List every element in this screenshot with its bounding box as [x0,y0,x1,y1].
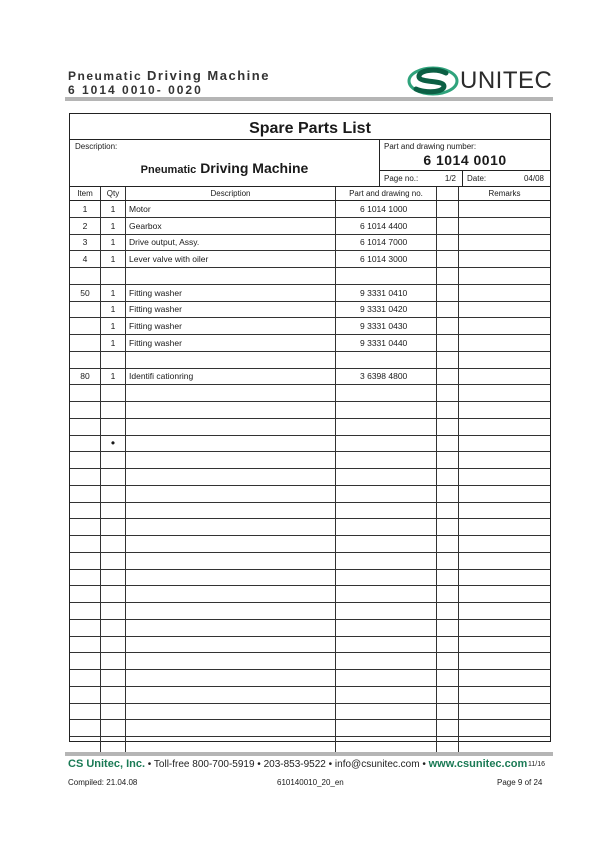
cell-description [126,637,336,653]
cell-part: 6 1014 4400 [336,218,437,234]
cell-blank [437,720,459,736]
cell-blank [437,402,459,418]
header-title-small: Pneumatic [68,69,143,83]
cell-item: 3 [70,235,101,251]
cell-qty: 1 [101,201,126,217]
cell-description [126,653,336,669]
cell-item [70,653,101,669]
cell-description [126,536,336,552]
cell-blank [437,251,459,267]
cell-qty [101,419,126,435]
column-header-description: Description [126,187,336,200]
footer-company: CS Unitec, Inc. [68,758,146,770]
cell-qty [101,670,126,686]
cell-remarks [459,302,550,318]
cell-description [126,586,336,602]
cell-blank [437,469,459,485]
cell-blank [437,737,459,753]
cell-part: 3 6398 4800 [336,369,437,385]
cell-item [70,670,101,686]
cell-remarks [459,687,550,703]
cell-qty [101,402,126,418]
cell-qty [101,603,126,619]
cell-qty [101,519,126,535]
column-header-qty: Qty [101,187,126,200]
cell-description [126,436,336,452]
cell-remarks [459,251,550,267]
description-box [70,140,380,186]
description-value [70,160,379,176]
cell-part [336,670,437,686]
cell-description [126,469,336,485]
cell-qty: 1 [101,318,126,334]
cell-remarks [459,369,550,385]
cell-item [70,302,101,318]
table-row [70,637,550,654]
footer-compiled: Compiled: 21.04.08 [68,778,138,787]
cell-blank [437,352,459,368]
cell-description [126,737,336,753]
cell-description [126,687,336,703]
cell-description [126,452,336,468]
table-row [70,201,550,218]
cell-blank [437,553,459,569]
cell-remarks [459,570,550,586]
table-row [70,436,550,453]
cell-item [70,704,101,720]
cell-item [70,268,101,284]
cell-blank [437,285,459,301]
cell-part [336,586,437,602]
cell-part [336,385,437,401]
cell-remarks [459,586,550,602]
table-row [70,553,550,570]
cell-remarks [459,519,550,535]
cell-item [70,419,101,435]
cell-qty [101,687,126,703]
table-row [70,469,550,486]
cell-blank [437,235,459,251]
footer-page-of: Page 9 of 24 [497,778,543,787]
table-row [70,452,550,469]
cell-blank [437,603,459,619]
cell-remarks [459,218,550,234]
cell-description: Fitting washer [126,285,336,301]
cell-qty [101,570,126,586]
cell-item: 1 [70,201,101,217]
cell-remarks [459,486,550,502]
cell-qty [101,536,126,552]
table-row [70,519,550,536]
cell-blank [437,536,459,552]
cell-qty [101,452,126,468]
page-box [380,171,463,186]
table-row [70,352,550,369]
cell-qty [101,620,126,636]
cell-item [70,385,101,401]
cell-part [336,469,437,485]
date-box [463,171,550,186]
cell-blank [437,670,459,686]
cell-blank [437,586,459,602]
cell-remarks [459,620,550,636]
cell-description: Drive output, Assy. [126,235,336,251]
cell-blank [437,335,459,351]
cell-remarks [459,436,550,452]
cell-blank [437,369,459,385]
cell-part [336,452,437,468]
cell-qty: 1 [101,251,126,267]
cell-part [336,519,437,535]
cell-item [70,402,101,418]
table-row [70,369,550,386]
description-small: Pneumatic [140,164,197,176]
cell-qty [101,469,126,485]
cell-qty [101,385,126,401]
cell-part [336,268,437,284]
table-row [70,402,550,419]
cell-description [126,352,336,368]
cell-part [336,737,437,753]
footer-website-link[interactable]: www.csunitec.com [428,758,528,770]
cell-qty [101,637,126,653]
part-number-label: Part and drawing number: [384,142,477,151]
cell-part [336,553,437,569]
cell-blank [437,385,459,401]
header-divider [65,97,553,101]
description-label: Description: [75,142,118,151]
cell-item [70,335,101,351]
cell-description [126,620,336,636]
cell-item [70,352,101,368]
cell-remarks [459,553,550,569]
cell-item [70,603,101,619]
cell-description [126,268,336,284]
cell-item [70,436,101,452]
cell-qty [101,268,126,284]
header-title [68,68,270,83]
cell-part [336,620,437,636]
footer-small-page: 11/16 [528,761,545,768]
table-row [70,603,550,620]
part-number-box [380,140,550,171]
cell-description: Motor [126,201,336,217]
cell-blank [437,201,459,217]
table-row [70,318,550,335]
cell-description [126,570,336,586]
table-row [70,251,550,268]
logo-text: UNITEC [460,67,553,94]
cell-remarks [459,469,550,485]
cell-blank [437,268,459,284]
cell-description: Fitting washer [126,335,336,351]
column-header-item: Item [70,187,101,200]
cell-blank [437,486,459,502]
cell-remarks [459,201,550,217]
cell-qty [101,586,126,602]
parts-table [70,186,550,754]
cell-qty: 1 [101,369,126,385]
cell-qty [101,653,126,669]
table-row [70,620,550,637]
cell-description: Fitting washer [126,318,336,334]
cell-blank [437,419,459,435]
cell-item [70,553,101,569]
cell-description: Gearbox [126,218,336,234]
cell-description [126,519,336,535]
cell-blank [437,302,459,318]
cell-qty: 1 [101,218,126,234]
table-row [70,536,550,553]
cell-part [336,436,437,452]
table-row [70,235,550,252]
cell-remarks [459,268,550,284]
header-title-big: Driving Machine [147,68,270,83]
footer-contact: • Toll-free 800-700-5919 • 203-853-9522 • info@csunitec.com • [145,759,429,770]
cell-remarks [459,536,550,552]
cell-remarks [459,637,550,653]
cell-item [70,536,101,552]
cell-part: 9 3331 0440 [336,335,437,351]
cell-qty: 1 [101,285,126,301]
date-label: Date: [467,174,487,183]
cell-qty [101,737,126,753]
cell-remarks [459,335,550,351]
table-row [70,268,550,285]
cell-part [336,687,437,703]
cell-item: 4 [70,251,101,267]
cell-remarks [459,352,550,368]
cell-blank [437,519,459,535]
cell-part [336,570,437,586]
cell-part [336,486,437,502]
cell-part [336,536,437,552]
date-value: 04/08 [523,174,544,183]
cell-qty [101,720,126,736]
cell-description: Identifi cationring [126,369,336,385]
cell-item [70,637,101,653]
cell-description [126,486,336,502]
cell-remarks [459,653,550,669]
cell-description: Fitting washer [126,302,336,318]
cell-description [126,385,336,401]
cell-blank [437,687,459,703]
column-header-blank [437,187,459,200]
cell-remarks [459,737,550,753]
footer-doc-id: 610140010_20_en [277,778,344,787]
table-row [70,503,550,520]
cell-qty: 1 [101,235,126,251]
cell-blank [437,620,459,636]
cell-item [70,452,101,468]
cell-description [126,419,336,435]
cell-remarks [459,670,550,686]
sheet-title: Spare Parts List [70,114,550,140]
cell-blank [437,704,459,720]
cell-remarks [459,720,550,736]
cell-qty: 1 [101,302,126,318]
table-row [70,704,550,721]
table-row [70,486,550,503]
cell-item: 2 [70,218,101,234]
cell-qty: • [101,436,126,452]
cell-part: 6 1014 3000 [336,251,437,267]
cell-qty: 1 [101,335,126,351]
cell-item: 50 [70,285,101,301]
cell-qty [101,503,126,519]
cell-remarks [459,419,550,435]
table-row [70,335,550,352]
cell-part [336,704,437,720]
cell-part: 9 3331 0430 [336,318,437,334]
page-value: 1/2 [444,174,456,183]
cell-description [126,503,336,519]
cell-item [70,318,101,334]
cell-remarks [459,385,550,401]
part-number-value: 6 1014 0010 [423,152,507,168]
cell-description [126,553,336,569]
cell-item [70,469,101,485]
cell-remarks [459,402,550,418]
cell-part [336,419,437,435]
cell-blank [437,503,459,519]
cell-part: 9 3331 0410 [336,285,437,301]
cell-blank [437,452,459,468]
cell-remarks [459,704,550,720]
cell-part [336,503,437,519]
cell-item [70,586,101,602]
cell-item [70,620,101,636]
cell-description [126,603,336,619]
cell-qty [101,352,126,368]
cell-part [336,402,437,418]
cell-description [126,670,336,686]
cell-description [126,720,336,736]
column-header-remarks: Remarks [488,189,521,198]
cell-description [126,704,336,720]
cell-part [336,720,437,736]
table-row [70,419,550,436]
cell-part [336,352,437,368]
footer-divider [65,752,553,756]
cell-part: 9 3331 0420 [336,302,437,318]
cell-item [70,486,101,502]
footer-contact-line [68,758,527,770]
cell-qty [101,553,126,569]
cell-part [336,603,437,619]
table-header-row [70,187,550,201]
cell-blank [437,653,459,669]
table-row [70,670,550,687]
description-big: Driving Machine [200,160,309,176]
column-header-part: Part and drawing no. [336,187,437,200]
cell-qty [101,704,126,720]
page-label: Page no.: [384,174,419,183]
cell-item [70,737,101,753]
cell-qty [101,486,126,502]
cell-description: Lever valve with oiler [126,251,336,267]
table-row [70,285,550,302]
table-row [70,302,550,319]
cell-part [336,637,437,653]
cell-remarks [459,285,550,301]
table-row [70,570,550,587]
logo-swoosh-s [416,70,446,91]
cell-blank [437,436,459,452]
cell-part: 6 1014 7000 [336,235,437,251]
cell-item [70,519,101,535]
cell-remarks [459,503,550,519]
table-row [70,653,550,670]
cell-item [70,687,101,703]
cell-item [70,720,101,736]
table-row [70,586,550,603]
cell-description [126,402,336,418]
cell-part [336,653,437,669]
cell-part: 6 1014 1000 [336,201,437,217]
cell-item [70,570,101,586]
cell-remarks [459,318,550,334]
cell-blank [437,570,459,586]
cell-item [70,503,101,519]
table-row [70,720,550,737]
spare-parts-sheet [69,113,551,742]
cell-remarks [459,603,550,619]
cell-blank [437,218,459,234]
cell-remarks [459,452,550,468]
cell-blank [437,637,459,653]
cell-item: 80 [70,369,101,385]
cell-remarks [459,235,550,251]
table-row [70,218,550,235]
cell-blank [437,318,459,334]
table-row [70,385,550,402]
header-doc-number: 6 1014 0010- 0020 [68,83,203,97]
table-row [70,687,550,704]
